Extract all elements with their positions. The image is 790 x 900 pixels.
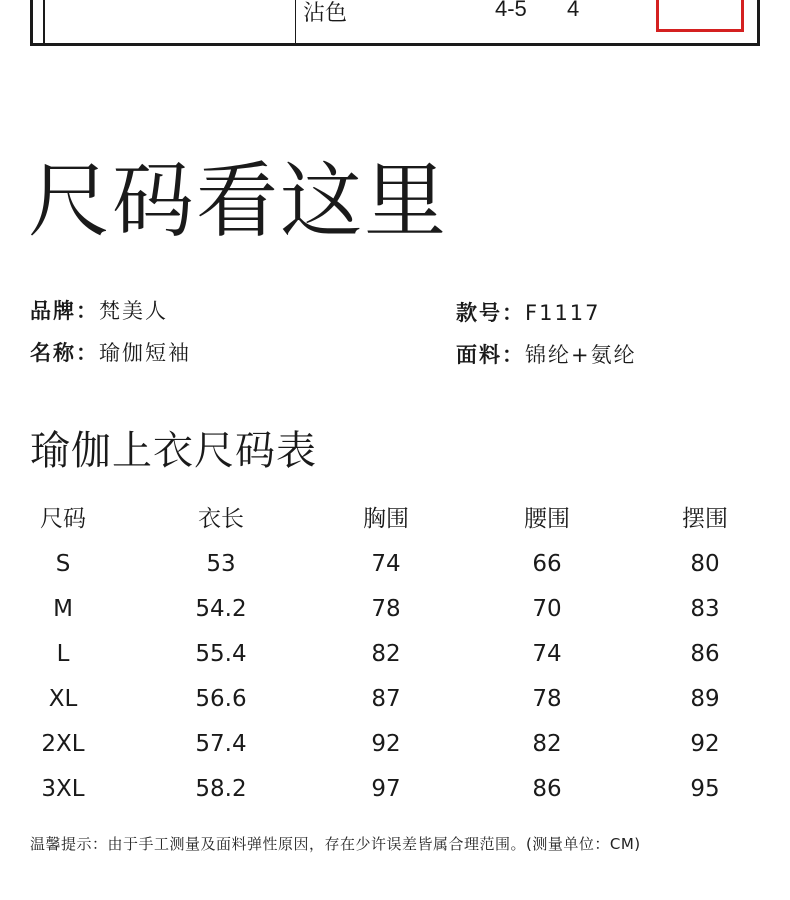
- cell-length: 58.2: [195, 776, 247, 802]
- fabric-row: [456, 340, 637, 370]
- cell-size: S: [55, 551, 71, 577]
- header-hem: 摆围: [682, 506, 728, 532]
- table-column-divider: [295, 0, 296, 43]
- cell-hem: 86: [690, 641, 720, 667]
- cell-waist: 74: [532, 641, 562, 667]
- highlight-box: [656, 0, 744, 32]
- cell-waist: 78: [532, 686, 562, 712]
- cell-hem: 80: [690, 551, 720, 577]
- cell-size: L: [56, 641, 70, 667]
- cell-length: 55.4: [195, 641, 247, 667]
- cell-size: XL: [48, 686, 78, 712]
- style-no-row: [456, 298, 601, 328]
- cell-hem: 92: [690, 731, 720, 757]
- cell-size: 3XL: [41, 776, 85, 802]
- next-section-title-fragment: [30, 892, 390, 900]
- header-waist: 腰围: [524, 506, 570, 532]
- cell-length: 56.6: [195, 686, 247, 712]
- fabric-label: 面料：: [456, 343, 525, 367]
- brand-value: 梵美人: [99, 299, 168, 323]
- cell-chest: 82: [371, 641, 401, 667]
- cell-size: M: [53, 596, 73, 622]
- style-no-value: F1117: [525, 301, 601, 325]
- previous-table-item: 沾色: [303, 0, 348, 25]
- cell-size: 2XL: [41, 731, 85, 757]
- measurement-note: 温馨提示：由于手工测量及面料弹性原因，存在少许误差皆属合理范围。(测量单位：CM): [30, 835, 641, 853]
- cell-length: 53: [206, 551, 236, 577]
- header-length: 衣长: [198, 506, 244, 532]
- cell-chest: 97: [371, 776, 401, 802]
- table-inner-border: [43, 0, 45, 43]
- cell-length: 54.2: [195, 596, 247, 622]
- cell-hem: 89: [690, 686, 720, 712]
- size-chart-title: 瑜伽上衣尺码表: [30, 428, 317, 474]
- cell-waist: 70: [532, 596, 562, 622]
- style-no-label: 款号：: [456, 301, 525, 325]
- previous-table-fragment: [30, 0, 760, 46]
- brand-label: 品牌：: [30, 299, 99, 323]
- name-value: 瑜伽短袖: [99, 341, 191, 365]
- fabric-value: 锦纶+氨纶: [525, 343, 637, 367]
- cell-chest: 92: [371, 731, 401, 757]
- cell-waist: 82: [532, 731, 562, 757]
- cell-hem: 95: [690, 776, 720, 802]
- cell-chest: 87: [371, 686, 401, 712]
- cell-waist: 86: [532, 776, 562, 802]
- page-title: 尺码看这里: [28, 154, 449, 249]
- name-row: [30, 338, 191, 368]
- cell-chest: 78: [371, 596, 401, 622]
- name-label: 名称：: [30, 341, 99, 365]
- previous-table-rating-a: 4-5: [495, 0, 527, 21]
- brand-row: [30, 296, 168, 326]
- header-chest: 胸围: [363, 506, 409, 532]
- cell-waist: 66: [532, 551, 562, 577]
- cell-length: 57.4: [195, 731, 247, 757]
- cell-chest: 74: [371, 551, 401, 577]
- header-size: 尺码: [40, 506, 86, 532]
- cell-hem: 83: [690, 596, 720, 622]
- previous-table-rating-b: 4: [567, 0, 580, 21]
